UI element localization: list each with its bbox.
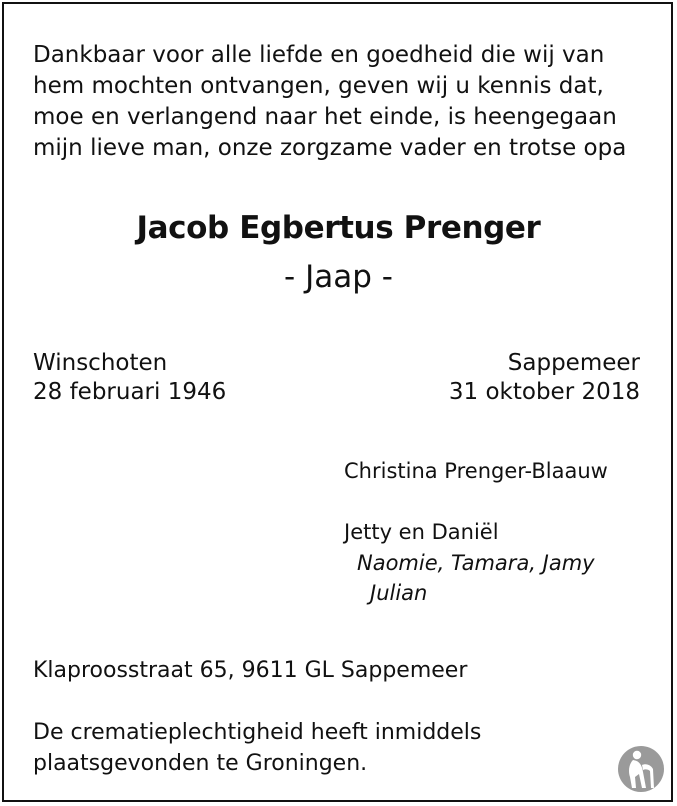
memorial-figure-logo-icon (616, 744, 666, 794)
closing-text (33, 717, 481, 779)
closing-line-1: De crematieplechtigheid heeft inmiddels (33, 720, 482, 745)
mourner-spouse: Christina Prenger-Blaauw (344, 459, 608, 483)
home-address: Klaproosstraat 65, 9611 GL Sappemeer (33, 658, 468, 683)
closing-line-2: plaatsgevonden te Groningen. (33, 751, 368, 776)
intro-line-4: mijn lieve man, onze zorgzame vader en trotse opa (33, 135, 627, 161)
deceased-nickname: - Jaap - (284, 259, 393, 295)
death-date: 31 oktober 2018 (448, 379, 640, 405)
birth-place: Winschoten (33, 350, 168, 376)
intro-text (33, 40, 648, 164)
intro-line-3: moe en verlangend naar het einde, is heengegaan (33, 104, 617, 130)
intro-line-1: Dankbaar voor alle liefde en goedheid die wij van (33, 42, 605, 68)
deceased-name: Jacob Egbertus Prenger (136, 210, 541, 246)
mourner-grandchildren-1: Naomie, Tamara, Jamy (357, 551, 595, 575)
mourner-children: Jetty en Daniël (344, 520, 499, 544)
mourner-grandchildren-2: Julian (370, 581, 428, 605)
intro-line-2: hem mochten ontvangen, geven wij u kennis dat, (33, 73, 604, 99)
birth-date: 28 februari 1946 (33, 379, 227, 405)
death-place: Sappemeer (507, 350, 640, 376)
